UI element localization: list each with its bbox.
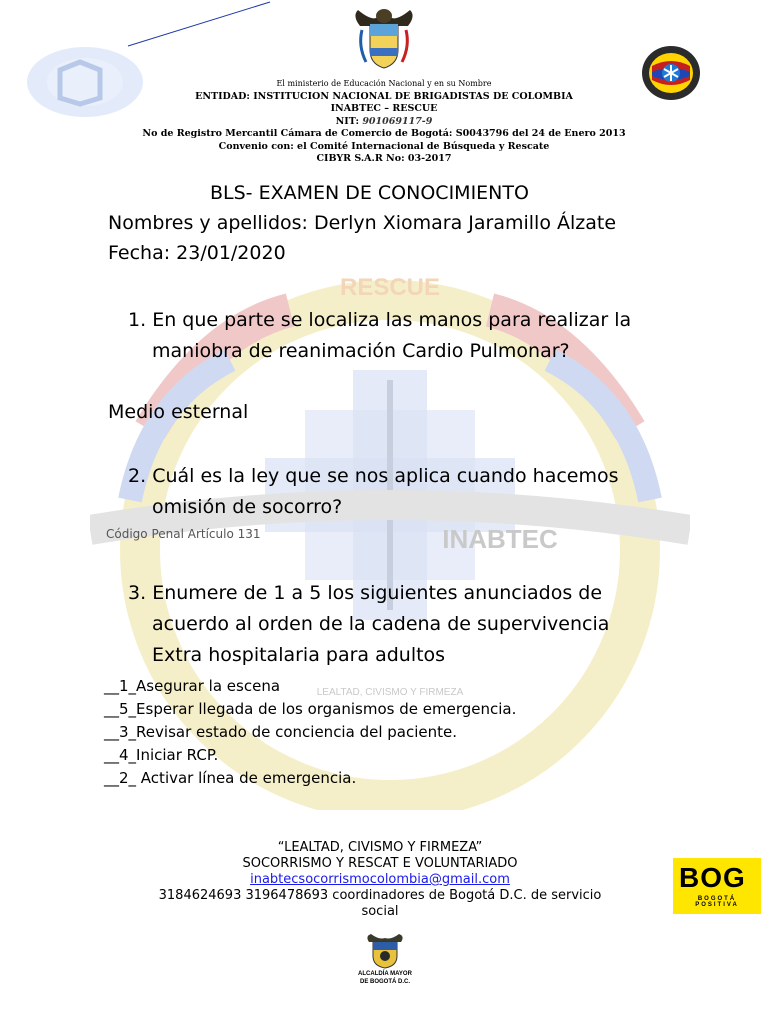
question-3	[128, 578, 748, 671]
question-text: Enumere de 1 a 5 los siguientes anunciados de	[152, 582, 603, 604]
list-item: __5_Esperar llegada de los organismos de emergencia.	[104, 700, 517, 718]
alcaldia-text	[340, 970, 430, 986]
exam-title: BLS- EXAMEN DE CONOCIMIENTO	[210, 182, 529, 204]
watermark-inabtec: INABTEC	[442, 524, 558, 554]
header-entity: ENTIDAD: INSTITUCION NACIONAL DE BRIGADISTAS DE COLOMBIA	[195, 90, 573, 102]
header-org: INABTEC – RESCUE	[330, 103, 438, 114]
list-item: __1_Asegurar la escena	[104, 677, 281, 695]
question-text: Cuál es la ley que se nos aplica cuando hacemos	[152, 465, 619, 487]
header-nit	[130, 116, 638, 129]
nit-value: 901069117-9	[362, 115, 433, 127]
header-cibyr: CIBYR S.A.R No: 03-2017	[316, 153, 452, 164]
question-1	[128, 305, 748, 367]
nit-label: NIT:	[335, 115, 359, 127]
rescue-emblem-icon	[640, 44, 702, 102]
header-registry: No de Registro Mercantil Cámara de Comercio de Bogotá: S0043796 del 24 de Enero 2013	[142, 128, 626, 139]
list-item: __3_Revisar estado de conciencia del paciente.	[104, 723, 457, 741]
question-number: 3.	[128, 582, 147, 604]
question-text: maniobra de reanimación Cardio Pulmonar?	[152, 340, 570, 362]
answer-1: Medio esternal	[108, 401, 249, 423]
list-item: __2_ Activar línea de emergencia.	[104, 769, 357, 787]
exam-date: Fecha: 23/01/2020	[108, 242, 286, 264]
question-text: acuerdo al orden de la cadena de supervivencia	[152, 613, 610, 635]
footer-email-link[interactable]: inabtecsocorrismocolombia@gmail.com	[250, 872, 510, 887]
alcaldia-shield-icon	[365, 932, 405, 970]
exam-header	[108, 178, 708, 268]
list-item: __4_Iniciar RCP.	[104, 746, 219, 764]
footer-phones-2: social	[361, 904, 399, 919]
footer-phones: 3184624693 3196478693 coordinadores de Bogotá D.C. de servicio	[158, 888, 602, 903]
question-text: Extra hospitalaria para adultos	[152, 644, 446, 666]
question-2	[128, 461, 748, 523]
bogota-positiva-logo	[673, 858, 761, 914]
footer	[110, 840, 650, 920]
question-number: 2.	[128, 465, 147, 487]
answer-2: Código Penal Artículo 131	[106, 527, 261, 541]
bog-logo-text: BOG	[679, 862, 746, 893]
watermark-rescue: RESCUE	[339, 274, 441, 301]
footer-program: SOCORRISMO Y RESCAT E VOLUNTARIADO	[242, 856, 518, 871]
bog-logo-tagline: BOGOTÁ POSITIVA	[695, 896, 739, 908]
question-text: omisión de socorro?	[152, 496, 343, 518]
question-text: En que parte se localiza las manos para realizar la	[152, 309, 632, 331]
colombia-coat-of-arms-icon	[352, 6, 416, 74]
watermark-motto: LEALTAD, CIVISMO Y FIRMEZA	[316, 687, 464, 698]
student-name: Nombres y apellidos: Derlyn Xiomara Jaramillo Álzate	[108, 212, 617, 234]
alcaldia-line-1: ALCALDÍA MAYOR	[358, 971, 412, 977]
header-agreement: Convenio con: el Comité Internacional de Búsqueda y Rescate	[218, 140, 550, 152]
footer-motto: “LEALTAD, CIVISMO Y FIRMEZA”	[277, 840, 483, 855]
question-number: 1.	[128, 309, 147, 331]
chain-list	[104, 675, 516, 790]
institution-header	[130, 78, 638, 166]
alcaldia-line-2: DE BOGOTÁ D.C.	[359, 979, 410, 985]
header-ministry-line: El ministerio de Educación Nacional y en su Nombre	[276, 79, 492, 88]
